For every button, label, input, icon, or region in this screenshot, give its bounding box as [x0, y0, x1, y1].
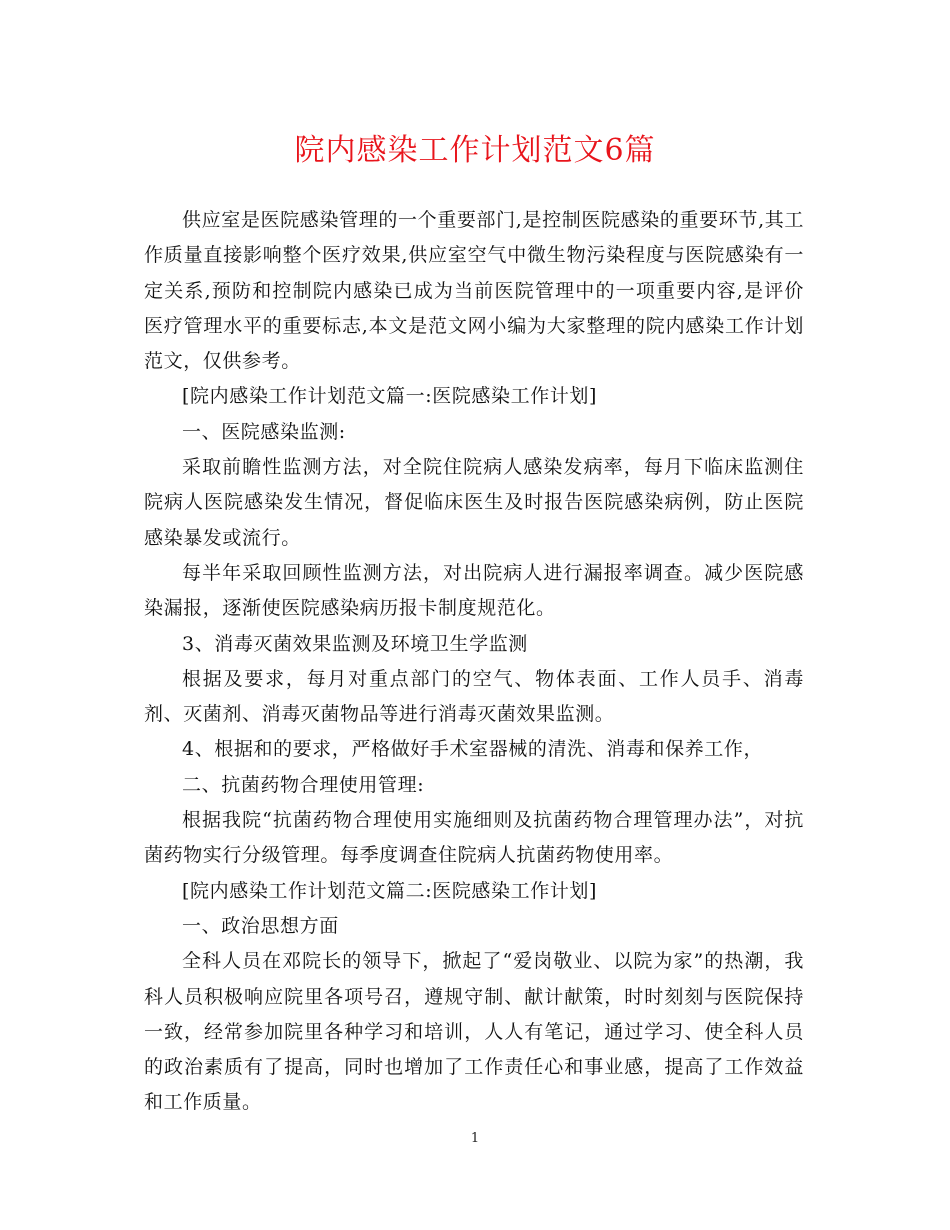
- paragraph-antibiotic-management: 根据我院“抗菌药物合理使用实施细则及抗菌药物合理管理办法”，对抗菌药物实行分级管理。每季度调查住院病人抗菌药物使用率。: [144, 809, 804, 867]
- page-number: 1: [470, 1131, 480, 1146]
- document-body: [144, 203, 804, 1121]
- paragraph-prospective-monitoring: 采取前瞻性监测方法，对全院住院病人感染发病率，每月下临床监测住院病人医院感染发生情况，督促临床医生及时报告医院感染病例，防止医院感染暴发或流行。: [144, 456, 804, 549]
- subheading-antibiotic-management: 二、抗菌药物合理使用管理:: [182, 773, 425, 796]
- paragraph-intro: 供应室是医院感染管理的一个重要部门,是控制医院感染的重要环节,其工作质量直接影响整个医疗效果,供应室空气中微生物污染程度与医院感染有一定关系,预防和控制院内感染已成为当前医院管理中的一项重要内容,是评价医疗管理水平的重要标志,本文是范文网小编为大家整理的院内感染工作计划范文，仅供参考。: [144, 209, 804, 373]
- section-heading-part-one: [院内感染工作计划范文篇一:医院感染工作计划]: [182, 385, 598, 408]
- paragraph-instrument-cleaning: 4、根据和的要求，严格做好手术室器械的清洗、消毒和保养工作，: [182, 738, 764, 761]
- paragraph-political-thought: 全科人员在邓院长的领导下，掀起了“爱岗敬业、以院为家”的热潮，我科人员积极响应院里各项号召，遵规守制、献计献策，时时刻刻与医院保持一致，经常参加院里各种学习和培训，人人有笔记，通过学习、使全科人员的政治素质有了提高，同时也增加了工作责任心和事业感，提高了工作效益和工作质量。: [144, 950, 804, 1114]
- section-heading-part-two: [院内感染工作计划范文篇二:医院感染工作计划]: [182, 879, 598, 902]
- subheading-political-thought: 一、政治思想方面: [182, 914, 339, 937]
- subheading-disinfection-monitoring: 3、消毒灭菌效果监测及环境卫生学监测: [182, 632, 528, 655]
- subheading-infection-monitoring: 一、医院感染监测:: [182, 420, 346, 443]
- document-title: 院内感染工作计划范文6篇: [294, 133, 656, 168]
- paragraph-disinfection-monitoring: 根据及要求，每月对重点部门的空气、物体表面、工作人员手、消毒剂、灭菌剂、消毒灭菌物品等进行消毒灭菌效果监测。: [144, 667, 804, 726]
- paragraph-retrospective-monitoring: 每半年采取回顾性监测方法，对出院病人进行漏报率调查。减少医院感染漏报，逐渐使医院感染病历报卡制度规范化。: [144, 561, 804, 620]
